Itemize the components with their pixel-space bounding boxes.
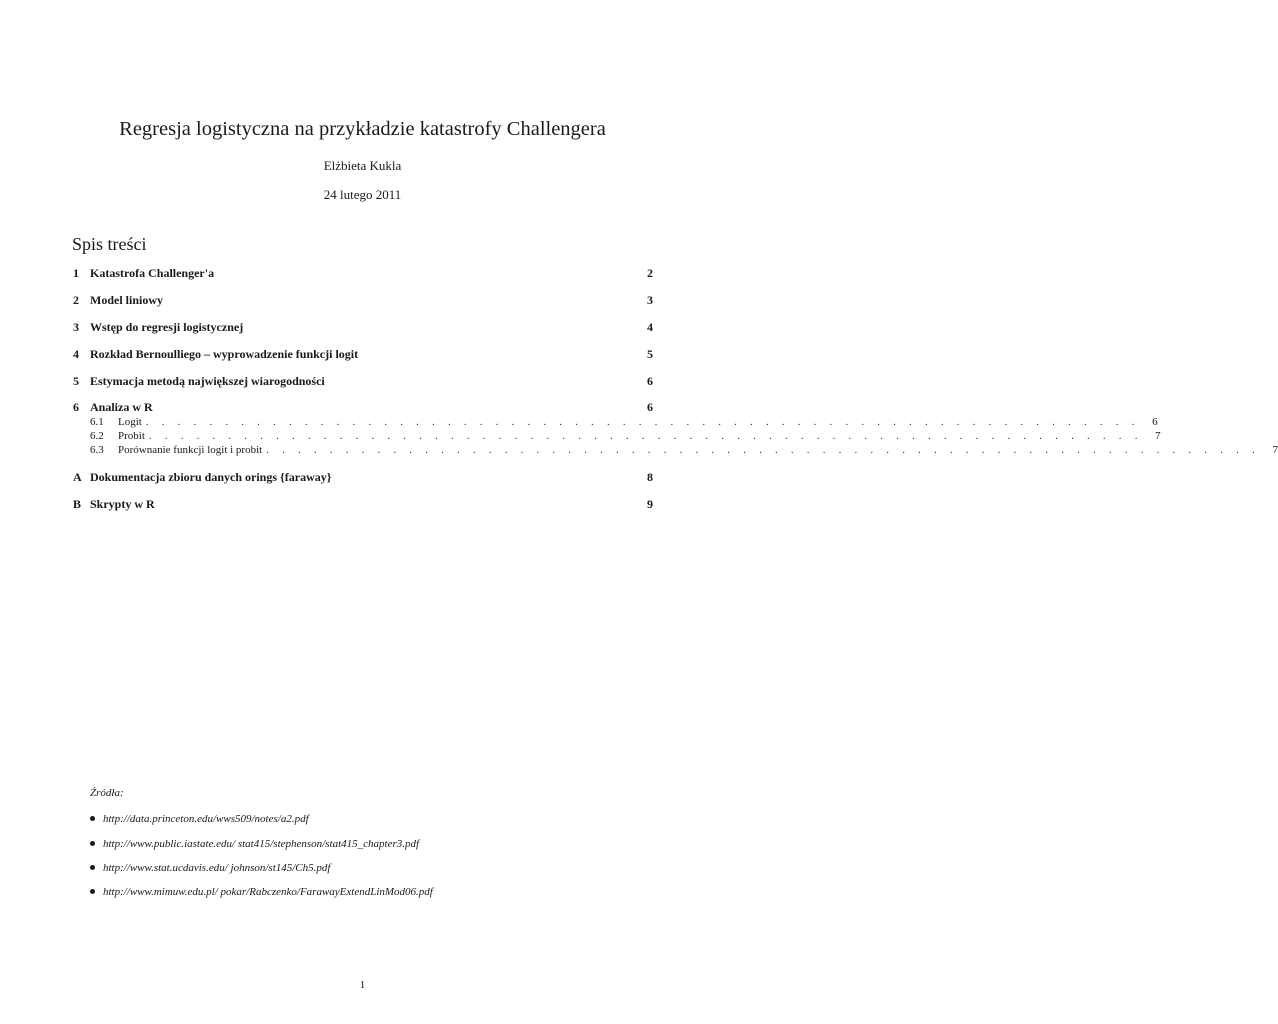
toc-subentry-page: 7: [1272, 444, 1278, 456]
toc-entry[interactable]: [73, 347, 653, 362]
bullet-icon: [90, 865, 95, 870]
toc-entry-number: B: [73, 497, 82, 511]
toc-heading: Spis treści: [72, 234, 147, 254]
document-author: Elżbieta Kukla: [323, 158, 402, 173]
toc-subentry-text: Logit: [118, 416, 142, 428]
toc-entry-page: 6: [647, 374, 653, 388]
toc-subentry-text: Probit: [118, 430, 145, 442]
source-item: [90, 837, 419, 851]
toc-entry-page: 5: [647, 347, 653, 361]
toc-entry-number: 3: [73, 320, 79, 334]
toc-entry-page: 4: [647, 320, 653, 334]
bullet-icon: [90, 816, 95, 821]
toc-entry[interactable]: [73, 266, 653, 281]
toc-entry-number: 2: [73, 293, 79, 307]
toc-subentry-number: 6.3: [90, 444, 104, 456]
toc-subentry[interactable]: [73, 444, 1278, 457]
toc-entry[interactable]: [73, 374, 653, 389]
page-number: 1: [359, 979, 366, 991]
toc-entry[interactable]: [73, 293, 653, 308]
toc-subentry-number: 6.1: [90, 416, 104, 428]
source-link[interactable]: http://www.mimuw.edu.pl/ pokar/Rabczenko/FarawayExtendLinMod06.pdf: [103, 886, 433, 898]
toc-leader-dots: . . . . . . . . . . . . . . . . . . . . . . . . . . . . . . . . . . . . . . . . . . . . . . . . . . . . . . . . . . . . . . .: [148, 430, 1143, 442]
toc-entry-text: Dokumentacja zbioru danych orings {faraway}: [90, 470, 332, 484]
toc-subentry[interactable]: [73, 416, 1158, 429]
source-link[interactable]: http://www.public.iastate.edu/ stat415/stephenson/stat415_chapter3.pdf: [103, 838, 420, 850]
toc-entry[interactable]: [73, 497, 653, 512]
toc-subentry-page: 7: [1155, 430, 1161, 442]
toc-entry-number: 6: [73, 400, 79, 414]
toc-entry-text: Katastrofa Challenger'a: [90, 266, 215, 280]
toc-leader-dots: . . . . . . . . . . . . . . . . . . . . . . . . . . . . . . . . . . . . . . . . . . . . . . . . . . . . . . . . . . . . . . .: [145, 416, 1140, 428]
toc-entry-text: Analiza w R: [90, 400, 153, 414]
toc-entry-text: Estymacja metodą największej wiarogodności: [90, 374, 325, 388]
toc-subentry-text: Porównanie funkcji logit i probit: [118, 444, 263, 456]
toc-entry-page: 9: [647, 497, 653, 511]
toc-entry[interactable]: [73, 470, 653, 485]
source-item: [90, 861, 330, 875]
toc-entry-text: Wstęp do regresji logistycznej: [90, 320, 244, 334]
toc-entry-page: 8: [647, 470, 653, 484]
sources-label: Źródła:: [90, 787, 124, 799]
source-item: [90, 885, 433, 899]
toc-entry-page: 6: [647, 400, 653, 414]
toc-entry-number: A: [73, 470, 82, 484]
toc-subentry-number: 6.2: [90, 430, 104, 442]
document-date: 24 lutego 2011: [323, 187, 402, 202]
toc-subentry-page: 6: [1152, 416, 1158, 428]
toc-subentry[interactable]: [73, 430, 1161, 443]
source-item: [90, 812, 309, 826]
toc-entry-text: Model liniowy: [90, 293, 164, 307]
document-title: Regresja logistyczna na przykładzie katastrofy Challengera: [119, 118, 606, 140]
toc-entry-page: 2: [647, 266, 653, 280]
toc-entry-page: 3: [647, 293, 653, 307]
toc-entry-number: 5: [73, 374, 79, 388]
bullet-icon: [90, 889, 95, 894]
toc-entry-text: Skrypty w R: [90, 497, 155, 511]
toc-entry-text: Rozkład Bernoulliego – wyprowadzenie funkcji logit: [90, 347, 359, 361]
bullet-icon: [90, 841, 95, 846]
toc-entry-number: 4: [73, 347, 79, 361]
toc-entry[interactable]: [73, 320, 653, 335]
source-link[interactable]: http://www.stat.ucdavis.edu/ johnson/st145/Ch5.pdf: [103, 862, 331, 874]
toc-leader-dots: . . . . . . . . . . . . . . . . . . . . . . . . . . . . . . . . . . . . . . . . . . . . . . . . . . . . . . . . . . . . . . .: [266, 444, 1260, 456]
toc-entry-number: 1: [73, 266, 79, 280]
toc-entry[interactable]: [73, 400, 653, 415]
source-link[interactable]: http://data.princeton.edu/wws509/notes/a2.pdf: [103, 813, 309, 825]
